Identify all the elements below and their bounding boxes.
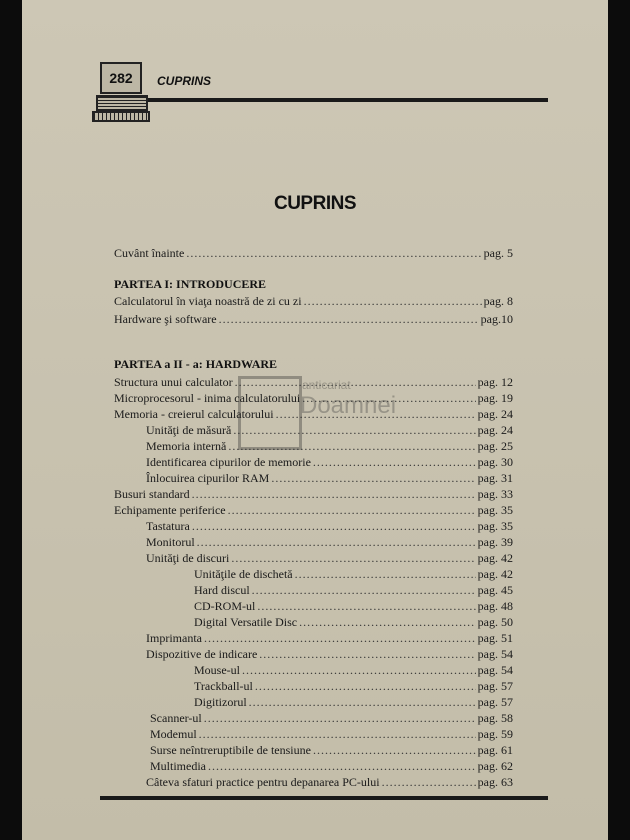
toc-entry: Cuvânt înainte ..... pag. 5 [114, 246, 513, 262]
section-heading: PARTEA a II - a: HARDWARE [114, 357, 278, 371]
toc-entry: Memoria - creierul calculatorului ..... pag. 24 [114, 407, 513, 423]
toc-entry: Digital Versatile Disc ..... pag. 50 [194, 615, 513, 631]
section-heading: PARTEA I: INTRODUCERE [114, 277, 267, 291]
toc-entry: Structura unui calculator ..... pag. 12 [114, 375, 513, 391]
toc-entry: Modemul ..... pag. 59 [150, 727, 513, 743]
toc-entry: Dispozitive de indicare ..... pag. 54 [146, 647, 513, 663]
toc-entry: Digitizorul ..... pag. 57 [194, 695, 513, 711]
keyboard-graphic [92, 111, 150, 122]
toc-entry: Unităţi de discuri ..... pag. 42 [146, 551, 513, 567]
toc-entry: Mouse-ul ..... pag. 54 [194, 663, 513, 679]
watermark-small-text: anticariat [302, 378, 351, 392]
toc-entry: Multimedia ..... pag. 62 [150, 759, 513, 775]
toc-entry: Surse neîntreruptibile de tensiune ..... pag. 61 [150, 743, 513, 759]
computer-icon [92, 55, 148, 121]
toc-entry: Microprocesorul - inima calculatorului ..... pag. 19 [114, 391, 513, 407]
toc-entry: Echipamente periferice ..... pag. 35 [114, 503, 513, 519]
footer-divider [100, 796, 548, 800]
watermark-brand-text: Doamnei [300, 392, 397, 419]
toc-entry: CD-ROM-ul ..... pag. 48 [194, 599, 513, 615]
toc-entry: Unităţile de dischetă ..... pag. 42 [194, 567, 513, 583]
running-title: CUPRINS [157, 74, 212, 88]
toc-entry: Trackball-ul ..... pag. 57 [194, 679, 513, 695]
toc-entry: Memoria internă ..... pag. 25 [146, 439, 513, 455]
computer-case-graphic [96, 95, 148, 112]
page-title: CUPRINS [273, 193, 356, 214]
toc-entry: Hardware şi software ..... pag.10 [114, 312, 513, 328]
toc-entry: Imprimanta ..... pag. 51 [146, 631, 513, 647]
toc-entry: Tastatura ..... pag. 35 [146, 519, 513, 535]
toc-entry: Unităţi de măsură ..... pag. 24 [146, 423, 513, 439]
toc-entry: Identificarea cipurilor de memorie ..... pag. 30 [146, 455, 513, 471]
toc-entry: Câteva sfaturi practice pentru depanarea PC-ului ..... pag. 63 [146, 775, 513, 791]
toc-entry: Busuri standard ..... pag. 33 [114, 487, 513, 503]
toc-entry: Scanner-ul ..... pag. 58 [150, 711, 513, 727]
toc-entry: Calculatorul în viaţa noastră de zi cu zi ..... pag. 8 [114, 294, 513, 310]
header-page-number: 282 [100, 62, 142, 94]
toc-entry: Monitorul ..... pag. 39 [146, 535, 513, 551]
watermark-logo-frame [238, 376, 302, 450]
header-divider [148, 98, 548, 102]
toc-entry: Hard discul ..... pag. 45 [194, 583, 513, 599]
toc-entry: Înlocuirea cipurilor RAM ..... pag. 31 [146, 471, 513, 487]
